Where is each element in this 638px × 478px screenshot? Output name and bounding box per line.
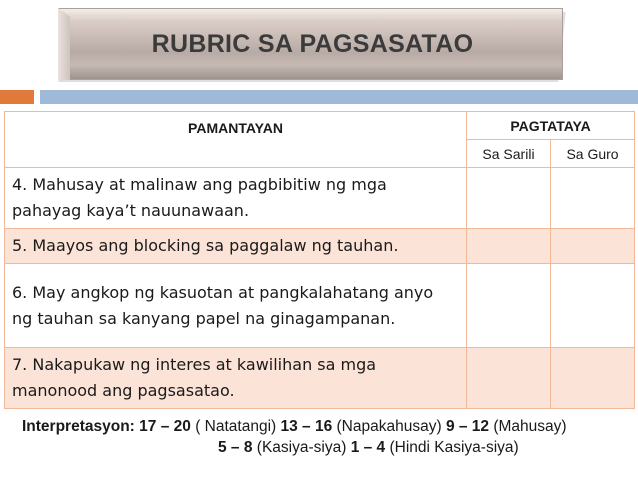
criterion-text: 4. Mahusay at malinaw ang pagbibitiw ng mga pahayag kaya’t nauunawaan. bbox=[5, 168, 467, 229]
score-teacher-cell[interactable] bbox=[551, 168, 635, 229]
page-title: RUBRIC SA PAGSASATAO bbox=[151, 29, 474, 58]
interpretation-desc: (Napakahusay) bbox=[336, 418, 442, 435]
score-self-cell[interactable] bbox=[467, 264, 551, 348]
interpretation-range: 9 – 12 bbox=[445, 418, 490, 435]
table-row bbox=[5, 229, 635, 264]
interpretation-label: Interpretasyon: bbox=[22, 418, 135, 435]
table-row bbox=[5, 168, 635, 229]
interpretation-desc: (Hindi Kasiya-siya) bbox=[389, 439, 519, 456]
score-self-cell[interactable] bbox=[467, 229, 551, 264]
header-self: Sa Sarili bbox=[467, 140, 551, 168]
criterion-text: 6. May angkop ng kasuotan at pangkalahatang anyo ng tauhan sa kanyang papel na ginagampanan. bbox=[5, 264, 467, 348]
header-criteria: PAMANTAYAN bbox=[5, 112, 467, 168]
header-assessment: PAGTATAYA bbox=[467, 112, 635, 140]
interpretation-desc: ( Natatangi) bbox=[195, 418, 277, 435]
score-self-cell[interactable] bbox=[467, 348, 551, 409]
interpretation-range: 1 – 4 bbox=[350, 439, 386, 456]
score-self-cell[interactable] bbox=[467, 168, 551, 229]
interpretation-range: 5 – 8 bbox=[218, 439, 253, 456]
table-row bbox=[5, 348, 635, 409]
score-teacher-cell[interactable] bbox=[551, 348, 635, 409]
header-teacher: Sa Guro bbox=[551, 140, 635, 168]
interpretation-block bbox=[22, 418, 632, 457]
criterion-text: 7. Nakapukaw ng interes at kawilihan sa mga manonood ang pagsasatao. bbox=[5, 348, 467, 409]
score-teacher-cell[interactable] bbox=[551, 229, 635, 264]
accent-bar-orange bbox=[0, 90, 34, 104]
interpretation-desc: (Mahusay) bbox=[493, 418, 567, 435]
interpretation-desc: (Kasiya-siya) bbox=[256, 439, 347, 456]
interpretation-range: 13 – 16 bbox=[280, 418, 333, 435]
table-row bbox=[5, 264, 635, 348]
interpretation-range: 17 – 20 bbox=[139, 418, 191, 435]
accent-bar-blue bbox=[40, 90, 638, 104]
rubric-table bbox=[4, 111, 635, 409]
criterion-text: 5. Maayos ang blocking sa paggalaw ng tauhan. bbox=[5, 229, 467, 264]
score-teacher-cell[interactable] bbox=[551, 264, 635, 348]
